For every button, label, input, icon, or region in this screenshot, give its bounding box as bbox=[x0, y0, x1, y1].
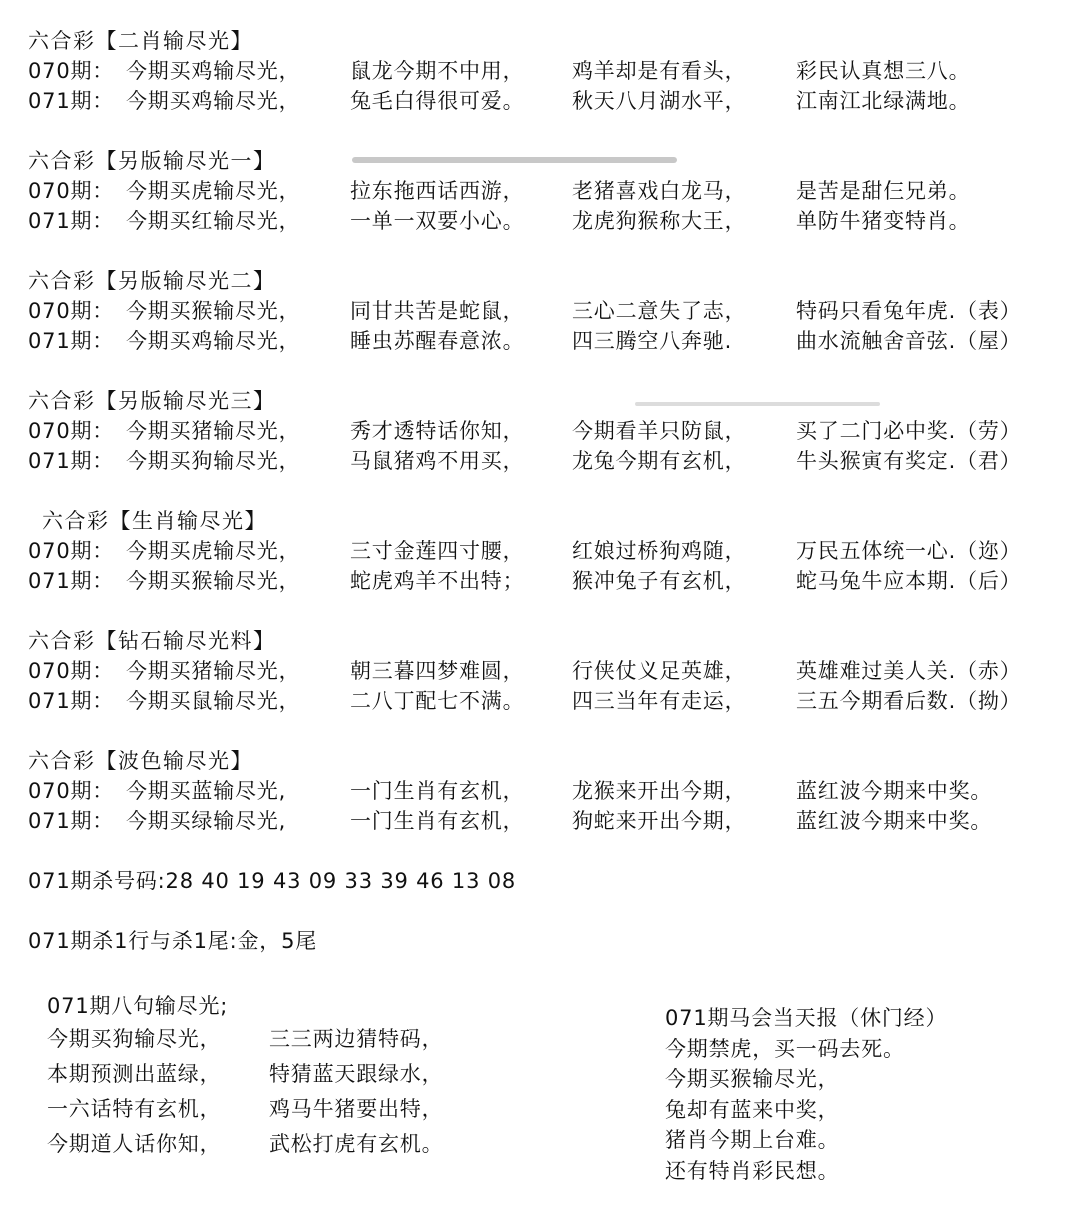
verse-part-3: 鸡羊却是有看头， bbox=[572, 59, 747, 83]
kill-row-tail-line: 071期杀1行与杀1尾:金，5尾 bbox=[28, 929, 318, 953]
verse-part-3: 龙兔今期有玄机， bbox=[572, 449, 747, 473]
erased-text-smudge bbox=[352, 157, 677, 163]
verse-part-3: 狗蛇来开出今期， bbox=[572, 809, 747, 833]
verse-part-2: 一门生肖有玄机， bbox=[350, 809, 525, 833]
verse-part-3: 猴冲兔子有玄机， bbox=[572, 569, 747, 593]
verse-part-4: 蛇马兔牛应本期.（后） bbox=[796, 569, 1022, 593]
verse-part-3: 四三当年有走运， bbox=[572, 689, 747, 713]
verse-part-1: 今期买蓝输尽光, bbox=[126, 779, 287, 803]
verse-part-1: 今期买猴输尽光， bbox=[126, 299, 301, 323]
section-title: 六合彩【波色输尽光】 bbox=[28, 749, 253, 773]
verse-part-2: 鼠龙今期不中用， bbox=[350, 59, 525, 83]
period-label: 071期： bbox=[28, 89, 115, 113]
poem-right: 鸡马牛猪要出特， bbox=[269, 1097, 444, 1121]
verse-row-070 bbox=[28, 776, 1073, 806]
poem-right: 特猜蓝天跟绿水， bbox=[269, 1062, 444, 1086]
section-title: 六合彩【生肖输尽光】 bbox=[42, 509, 267, 533]
verse-part-3: 龙虎狗猴称大王， bbox=[572, 209, 747, 233]
verse-part-3: 四三腾空八奔驰. bbox=[572, 329, 733, 353]
poem-row bbox=[47, 1127, 527, 1162]
verse-row-071 bbox=[28, 446, 1073, 476]
verse-part-1: 今期买鼠输尽光， bbox=[126, 689, 301, 713]
poem-title: 071期八句输尽光; bbox=[47, 994, 229, 1018]
poem-left: 今期买狗输尽光， bbox=[47, 1027, 222, 1051]
verse-part-2: 一门生肖有玄机， bbox=[350, 779, 525, 803]
period-label: 070期： bbox=[28, 659, 115, 683]
section-title: 六合彩【二肖输尽光】 bbox=[28, 29, 253, 53]
section-er-xiao bbox=[28, 26, 1073, 116]
verse-row-071 bbox=[28, 806, 1073, 836]
poem-left: 今期道人话你知， bbox=[47, 1132, 222, 1156]
verse-part-1: 今期买猪输尽光， bbox=[126, 659, 301, 683]
verse-part-1: 今期买虎输尽光， bbox=[126, 539, 301, 563]
verse-part-2: 拉东拖西话西游， bbox=[350, 179, 525, 203]
verse-row-071 bbox=[28, 686, 1073, 716]
verse-part-4: 是苦是甜仨兄弟。 bbox=[796, 179, 971, 203]
horse-club-title: 071期马会当天报（休门经） bbox=[665, 1006, 948, 1030]
verse-part-1: 今期买红输尽光， bbox=[126, 209, 301, 233]
section-title: 六合彩【另版输尽光三】 bbox=[28, 389, 276, 413]
horse-club-line: 今期买猴输尽光， bbox=[665, 1067, 840, 1091]
verse-part-2: 同甘共苦是蛇鼠， bbox=[350, 299, 525, 323]
verse-part-1: 今期买虎输尽光， bbox=[126, 179, 301, 203]
period-label: 071期： bbox=[28, 689, 115, 713]
poem-row bbox=[47, 1057, 527, 1092]
poem-row bbox=[47, 1022, 527, 1057]
verse-part-3: 行侠仗义足英雄， bbox=[572, 659, 747, 683]
verse-part-1: 今期买鸡输尽光， bbox=[126, 59, 301, 83]
section-ling-ban-3 bbox=[28, 386, 1073, 476]
verse-part-4: 三五今期看后数.（拗） bbox=[796, 689, 1022, 713]
period-label: 070期： bbox=[28, 539, 115, 563]
verse-row-070 bbox=[28, 296, 1073, 326]
verse-part-3: 秋天八月湖水平， bbox=[572, 89, 747, 113]
horse-club-line: 兔却有蓝来中奖， bbox=[665, 1097, 840, 1122]
period-label: 070期： bbox=[28, 59, 115, 83]
verse-row-070 bbox=[28, 416, 1073, 446]
period-label: 070期： bbox=[28, 179, 115, 203]
poem-right: 三三两边猜特码， bbox=[269, 1027, 444, 1051]
verse-part-3: 三心二意失了志， bbox=[572, 299, 747, 323]
section-zuan-shi bbox=[28, 626, 1073, 716]
period-label: 071期： bbox=[28, 809, 115, 833]
verse-row-071 bbox=[28, 566, 1073, 596]
verse-part-4: 买了二门必中奖.（劳） bbox=[796, 419, 1022, 443]
verse-part-4: 牛头猴寅有奖定.（君） bbox=[796, 449, 1022, 473]
verse-row-070 bbox=[28, 176, 1073, 206]
verse-part-1: 今期买绿输尽光, bbox=[126, 809, 287, 833]
verse-part-2: 蛇虎鸡羊不出特； bbox=[350, 569, 525, 593]
erased-text-smudge bbox=[635, 402, 880, 406]
section-title: 六合彩【另版输尽光二】 bbox=[28, 269, 276, 293]
verse-part-4: 万民五体统一心.（迩） bbox=[796, 539, 1022, 563]
kill-numbers-line: 071期杀号码:28 40 19 43 09 33 39 46 13 08 bbox=[28, 869, 517, 893]
section-title: 六合彩【另版输尽光一】 bbox=[28, 149, 276, 173]
poem-left: 本期预测出蓝绿， bbox=[47, 1062, 222, 1086]
verse-part-1: 今期买猪输尽光， bbox=[126, 419, 301, 443]
verse-row-070 bbox=[28, 56, 1073, 86]
poem-row bbox=[47, 1092, 527, 1127]
horse-club-line: 今期禁虎，买一码去死。 bbox=[665, 1036, 905, 1061]
period-label: 071期： bbox=[28, 329, 115, 353]
verse-part-4: 彩民认真想三八。 bbox=[796, 59, 971, 83]
verse-row-071 bbox=[28, 206, 1073, 236]
verse-part-4: 单防牛猪变特肖。 bbox=[796, 209, 971, 233]
verse-row-071 bbox=[28, 326, 1073, 356]
period-label: 071期： bbox=[28, 209, 115, 233]
verse-part-2: 朝三暮四梦难圆， bbox=[350, 659, 525, 683]
horse-club-report bbox=[665, 1003, 1065, 1186]
poem-right: 武松打虎有玄机。 bbox=[269, 1132, 444, 1156]
verse-part-2: 秀才透特话你知， bbox=[350, 419, 525, 443]
verse-part-4: 特码只看兔年虎.（表） bbox=[796, 299, 1022, 323]
verse-part-2: 睡虫苏醒春意浓。 bbox=[350, 329, 525, 353]
section-title: 六合彩【钻石输尽光料】 bbox=[28, 629, 276, 653]
verse-part-4: 曲水流触舍音弦.（屋） bbox=[796, 329, 1022, 353]
horse-club-line: 猪肖今期上台难。 bbox=[665, 1128, 840, 1152]
verse-part-3: 今期看羊只防鼠， bbox=[572, 419, 747, 443]
verse-part-1: 今期买猴输尽光， bbox=[126, 569, 301, 593]
verse-part-1: 今期买狗输尽光， bbox=[126, 449, 301, 473]
verse-part-3: 老猪喜戏白龙马， bbox=[572, 179, 747, 203]
period-label: 071期： bbox=[28, 569, 115, 593]
horse-club-line: 还有特肖彩民想。 bbox=[665, 1158, 840, 1183]
section-bo-se bbox=[28, 746, 1073, 836]
verse-part-2: 兔毛白得很可爱。 bbox=[350, 89, 525, 113]
verse-row-070 bbox=[28, 656, 1073, 686]
section-ling-ban-2 bbox=[28, 266, 1073, 356]
period-label: 071期： bbox=[28, 449, 115, 473]
section-sheng-xiao bbox=[42, 506, 1080, 536]
verse-part-3: 龙猴来开出今期， bbox=[572, 779, 747, 803]
verse-part-2: 一单一双要小心。 bbox=[350, 209, 525, 233]
eight-lines-poem bbox=[47, 990, 527, 1162]
verse-part-4: 蓝红波今期来中奖。 bbox=[796, 779, 993, 803]
verse-part-4: 英雄难过美人关.（赤） bbox=[796, 659, 1022, 683]
verse-part-2: 马鼠猪鸡不用买， bbox=[350, 449, 525, 473]
verse-part-3: 红娘过桥狗鸡随， bbox=[572, 539, 747, 563]
period-label: 070期： bbox=[28, 419, 115, 443]
verse-part-4: 蓝红波今期来中奖。 bbox=[796, 809, 993, 833]
section-sheng-xiao-rows bbox=[28, 536, 1073, 596]
verse-part-2: 三寸金莲四寸腰， bbox=[350, 539, 525, 563]
verse-part-1: 今期买鸡输尽光， bbox=[126, 329, 301, 353]
period-label: 070期： bbox=[28, 299, 115, 323]
period-label: 070期： bbox=[28, 779, 115, 803]
verse-row-071 bbox=[28, 86, 1073, 116]
poem-left: 一六话特有玄机， bbox=[47, 1097, 222, 1121]
verse-part-4: 江南江北绿满地。 bbox=[796, 89, 971, 113]
verse-part-2: 二八丁配七不满。 bbox=[350, 689, 525, 713]
verse-row-070 bbox=[28, 536, 1073, 566]
verse-part-1: 今期买鸡输尽光， bbox=[126, 89, 301, 113]
